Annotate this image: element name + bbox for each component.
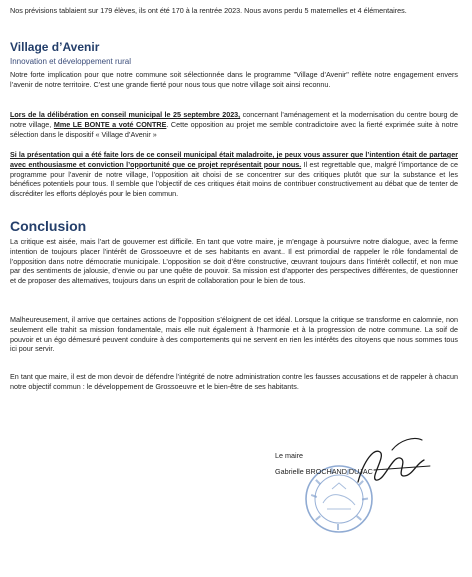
handwritten-signature-icon: [340, 430, 460, 500]
conclusion-paragraph-2: Malheureusement, il arrive que certaines actions de l’opposition s’éloignent de cet idéal. Lorsque la critique se transforme en calomnie, non seulement elle trahit sa mission fondamentale, mais elle nuit également à l’harmonie et à la progression de notre commune. La soif de pouvoir et un égo démesuré peuvent conduire à des comportements qui ne servent en rien les intérêts des citoyens que nous sommes tous ici pour servir.: [10, 315, 458, 354]
section-title-conclusion: Conclusion: [10, 218, 87, 234]
intro-paragraph: Nos prévisions tablaient sur 179 élèves, ils ont été 170 à la rentrée 2023. Nous avons perdu 5 maternelles et 4 élémentaires.: [10, 6, 407, 15]
section-title-village: Village d’Avenir: [10, 40, 100, 54]
village-paragraph-2-end: . Cette opposition au projet me semble contradictoire avec la fierté exprimée suite à notre sélection dans le dispositif « Village d’Avenir »: [10, 119, 459, 139]
signature-role: Le maire: [275, 451, 303, 460]
section-subtitle-village: Innovation et développement rural: [10, 57, 131, 66]
village-paragraph-2-mid: concernant l’aménagement et la modernisation du centre bourg de notre village,: [10, 110, 458, 129]
village-paragraph-2: [10, 110, 458, 139]
village-paragraph-1: Notre forte implication pour que notre commune soit sélectionnée dans le programme "Village d’Avenir" reflète notre engagement envers l’avenir de notre territoire. C’est une grande fierté pour nous tous que notre village soit ainsi reconnu.: [10, 70, 458, 89]
conclusion-paragraph-1: La critique est aisée, mais l’art de gouverner est difficile. En tant que votre maire, je m’engage à poursuivre notre dialogue, avec la ferme intention de toujours placer l’intérêt de Grossoeuvre et de ses habitants en avant.. Il est primordial de rappeler le rôle fondamental de l’opposition dans notre démocratie municipale. L’opposition se doit d’être constructive, œuvrant toujours dans l’intérêt collectif, et non mue par des sentiments de jalousie, d’envie ou par une quête de pouvoir. Sa mission est d’apporter des perspectives différentes, de questionner et de proposer des alternatives, toujours dans un esprit de collaboration pour le bien de tous.: [10, 237, 458, 286]
conclusion-paragraph-3: En tant que maire, il est de mon devoir de défendre l’intégrité de notre administration contre les fausses accusations et de rappeler à chacun notre objectif commun : le développement de Grossoeuvre et le bien-être de ses habitants.: [10, 372, 458, 391]
village-paragraph-3-rest: Il est regrettable que, malgré l’importance de ce programme pour l’avenir de notre village, l’opposition ait choisi de se concentrer sur des critiques plutôt que sur la substance et les bénéfices potentiels pour tous. Il semble que l’objectif de ces critiques était moins de contribuer constructivement au débat que de tenter de discréditer les efforts déployés pour le bien commun.: [10, 159, 458, 199]
deliberation-date-text: Lors de la délibération en conseil municipal le 25 septembre 2023,: [10, 110, 241, 119]
intention-statement-text: Si la présentation qui a été faite lors de ce conseil municipal était maladroite, je peux vous assurer que l’intention était de partager avec enthousiasme et conviction l’opportunité que ce projet représentait pour nous.: [10, 150, 458, 169]
village-paragraph-3: [10, 150, 458, 199]
signature-name: Gabrielle BROCHAND DUJAC: [275, 467, 373, 476]
vote-contre-text: Mme LE BONTE a voté CONTRE: [53, 119, 167, 129]
